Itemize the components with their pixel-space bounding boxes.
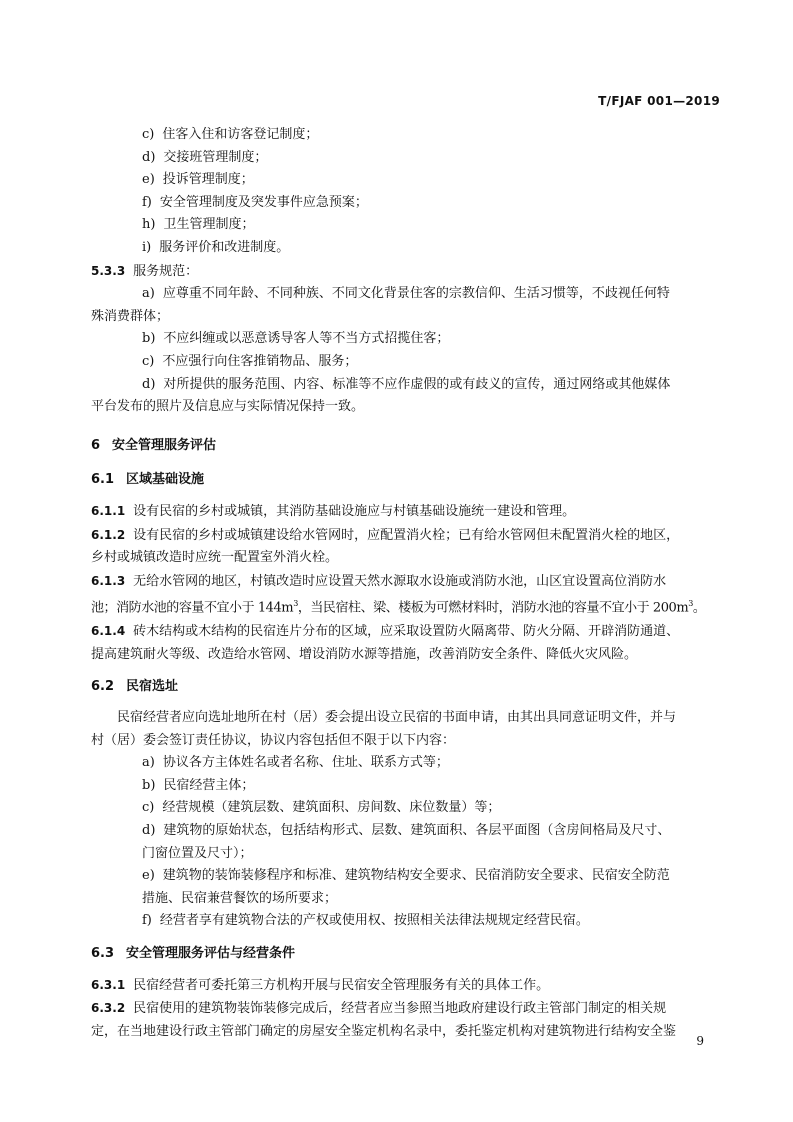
doc-code: T/FJAF 001—2019 bbox=[598, 94, 720, 108]
paragraph: 民宿经营者应向选址地所在村（居）委会提出设立民宿的书面申请，由其出具同意证明文件，并与 bbox=[117, 709, 677, 725]
list-item bbox=[91, 169, 719, 192]
section-title: 安全管理服务评估 bbox=[112, 437, 217, 453]
list-marker: d) bbox=[142, 822, 156, 838]
list-text: 建筑物的装饰装修程序和标准、建筑物结构安全要求、民宿消防安全要求、民宿安全防范 bbox=[162, 868, 670, 884]
clause-text: 无给水管网的地区，村镇改造时应设置天然水源取水设施或消防水池，山区宜设置高位消防水 bbox=[133, 573, 667, 589]
list-marker: e) bbox=[142, 868, 155, 884]
list-item bbox=[91, 374, 719, 397]
list-text: 民宿经营主体； bbox=[163, 777, 255, 793]
list-item-continuation: 殊消费群体； bbox=[91, 308, 170, 324]
list-text: 建筑物的原始状态，包括结构形式、层数、建筑面积、各层平面图（含房间格局及尺寸、 bbox=[163, 822, 671, 838]
list-marker: h) bbox=[142, 217, 156, 233]
clause-text: 砖木结构或木结构的民宿连片分布的区域，应采取设置防火隔离带、防火分隔、开辟消防通道、 bbox=[133, 624, 680, 640]
list-text: 协议各方主体姓名或者名称、住址、联系方式等； bbox=[162, 755, 449, 771]
list-item bbox=[91, 351, 719, 374]
clause-number: 6.3.1 bbox=[91, 977, 126, 992]
superscript: 3 bbox=[688, 599, 693, 609]
page-number: 9 bbox=[696, 1034, 704, 1048]
list-text: 经营规模（建筑层数、建筑面积、房间数、床位数量）等； bbox=[162, 800, 501, 816]
section-heading-6 bbox=[91, 435, 719, 458]
clause-number: 6.3.2 bbox=[91, 1001, 126, 1016]
clause-5-3-3 bbox=[91, 260, 719, 284]
list-item bbox=[91, 820, 719, 843]
clause-6-1-3 bbox=[91, 570, 719, 594]
clause-6-1-2 bbox=[91, 524, 719, 548]
list-text: 服务评价和改进制度。 bbox=[159, 239, 290, 255]
list-marker: c) bbox=[142, 800, 155, 816]
clause-continuation: 提高建筑耐火等级、改造给水管网、增设消防水源等措施，改善消防安全条件、降低火灾风险。 bbox=[91, 646, 638, 662]
list-marker: c) bbox=[142, 127, 155, 142]
list-text: 应尊重不同年龄、不同种族、不同文化背景住客的宗教信仰、生活习惯等，不歧视任何特 bbox=[162, 286, 670, 302]
clause-text: 池；消防水池的容量不宜小于 144m bbox=[91, 600, 294, 616]
list-marker: a) bbox=[142, 755, 155, 771]
list-item bbox=[91, 865, 719, 888]
list-item-continuation: 门窗位置及尺寸）； bbox=[142, 845, 253, 861]
section-heading-6-1 bbox=[91, 469, 719, 492]
list-marker: c) bbox=[142, 353, 155, 369]
page-content bbox=[91, 124, 719, 1043]
clause-number: 6.1.4 bbox=[91, 624, 126, 639]
clause-6-3-1 bbox=[91, 974, 719, 998]
list-item bbox=[91, 328, 719, 351]
list-item bbox=[91, 752, 719, 775]
list-item bbox=[91, 214, 719, 237]
list-item-continuation: 措施、民宿兼营餐饮的场所要求； bbox=[142, 890, 338, 906]
clause-number: 6.1.3 bbox=[91, 573, 126, 588]
list-item-continuation: 平台发布的照片及信息应与实际情况保持一致。 bbox=[91, 399, 365, 415]
section-heading-6-2 bbox=[91, 676, 719, 699]
list-text: 安全管理制度及突发事件应急预案； bbox=[159, 194, 368, 210]
section-title: 区域基础设施 bbox=[126, 472, 205, 488]
section-number: 6.3 bbox=[91, 945, 115, 961]
list-marker: b) bbox=[142, 331, 156, 347]
list-item bbox=[91, 775, 719, 798]
superscript: 3 bbox=[293, 599, 298, 609]
list-text: 投诉管理制度； bbox=[162, 172, 254, 188]
clause-continuation: 定，在当地建设行政主管部门确定的房屋安全鉴定机构名录中，委托鉴定机构对建筑物进行结构安全鉴 bbox=[91, 1023, 677, 1039]
clause-number: 6.1.2 bbox=[91, 527, 126, 542]
list-marker: f) bbox=[142, 194, 152, 210]
section-number: 6.1 bbox=[91, 472, 115, 488]
list-text: 不应纠缠或以恶意诱导客人等不当方式招揽住客； bbox=[163, 331, 450, 347]
clause-text: 。 bbox=[692, 600, 706, 616]
clause-text: 设有民宿的乡村或城镇，其消防基础设施应与村镇基础设施统一建设和管理。 bbox=[133, 503, 576, 519]
clause-text: ，当民宿柱、梁、楼板为可燃材料时，消防水池的容量不宜小于 200m bbox=[297, 600, 689, 616]
clause-continuation bbox=[91, 593, 719, 620]
list-marker: d) bbox=[142, 376, 156, 392]
clause-number: 6.1.1 bbox=[91, 503, 126, 518]
section-number: 6.2 bbox=[91, 679, 115, 695]
clause-6-1-4 bbox=[91, 620, 719, 644]
clause-6-3-2 bbox=[91, 997, 719, 1021]
list-text: 住客入住和访客登记制度； bbox=[162, 127, 319, 142]
section-heading-6-3 bbox=[91, 943, 719, 966]
list-item bbox=[91, 910, 719, 933]
list-marker: d) bbox=[142, 149, 156, 165]
list-marker: a) bbox=[142, 286, 155, 302]
list-text: 卫生管理制度； bbox=[163, 217, 255, 233]
clause-text: 服务规范： bbox=[133, 263, 199, 279]
list-item bbox=[91, 192, 719, 215]
list-marker: i) bbox=[142, 239, 152, 255]
list-text: 对所提供的服务范围、内容、标准等不应作虚假的或有歧义的宣传，通过网络或其他媒体 bbox=[163, 376, 671, 392]
section-number: 6 bbox=[91, 437, 101, 453]
list-item bbox=[91, 283, 719, 306]
paragraph-continuation: 村（居）委会签订责任协议，协议内容包括但不限于以下内容： bbox=[91, 732, 456, 748]
list-item bbox=[91, 237, 719, 260]
clause-number: 5.3.3 bbox=[91, 263, 126, 278]
section-title: 安全管理服务评估与经营条件 bbox=[126, 945, 296, 961]
clause-text: 民宿使用的建筑物装饰装修完成后，经营者应当参照当地政府建设行政主管部门制定的相关规 bbox=[133, 1001, 667, 1017]
clause-text: 民宿经营者可委托第三方机构开展与民宿安全管理服务有关的具体工作。 bbox=[133, 977, 550, 993]
list-item bbox=[91, 147, 719, 170]
clause-continuation: 乡村或城镇改造时应统一配置室外消火栓。 bbox=[91, 550, 339, 566]
list-marker: f) bbox=[142, 913, 152, 929]
clause-6-1-1 bbox=[91, 500, 719, 524]
list-marker: e) bbox=[142, 172, 155, 188]
list-marker: b) bbox=[142, 777, 156, 793]
list-text: 不应强行向住客推销物品、服务； bbox=[162, 353, 358, 369]
list-item bbox=[91, 124, 719, 147]
clause-text: 设有民宿的乡村或城镇建设给水管网时，应配置消火栓；已有给水管网但未配置消火栓的地区， bbox=[133, 527, 680, 543]
list-text: 交接班管理制度； bbox=[163, 149, 268, 165]
list-item bbox=[91, 797, 719, 820]
list-text: 经营者享有建筑物合法的产权或使用权、按照相关法律法规规定经营民宿。 bbox=[159, 913, 589, 929]
section-title: 民宿选址 bbox=[126, 679, 179, 695]
